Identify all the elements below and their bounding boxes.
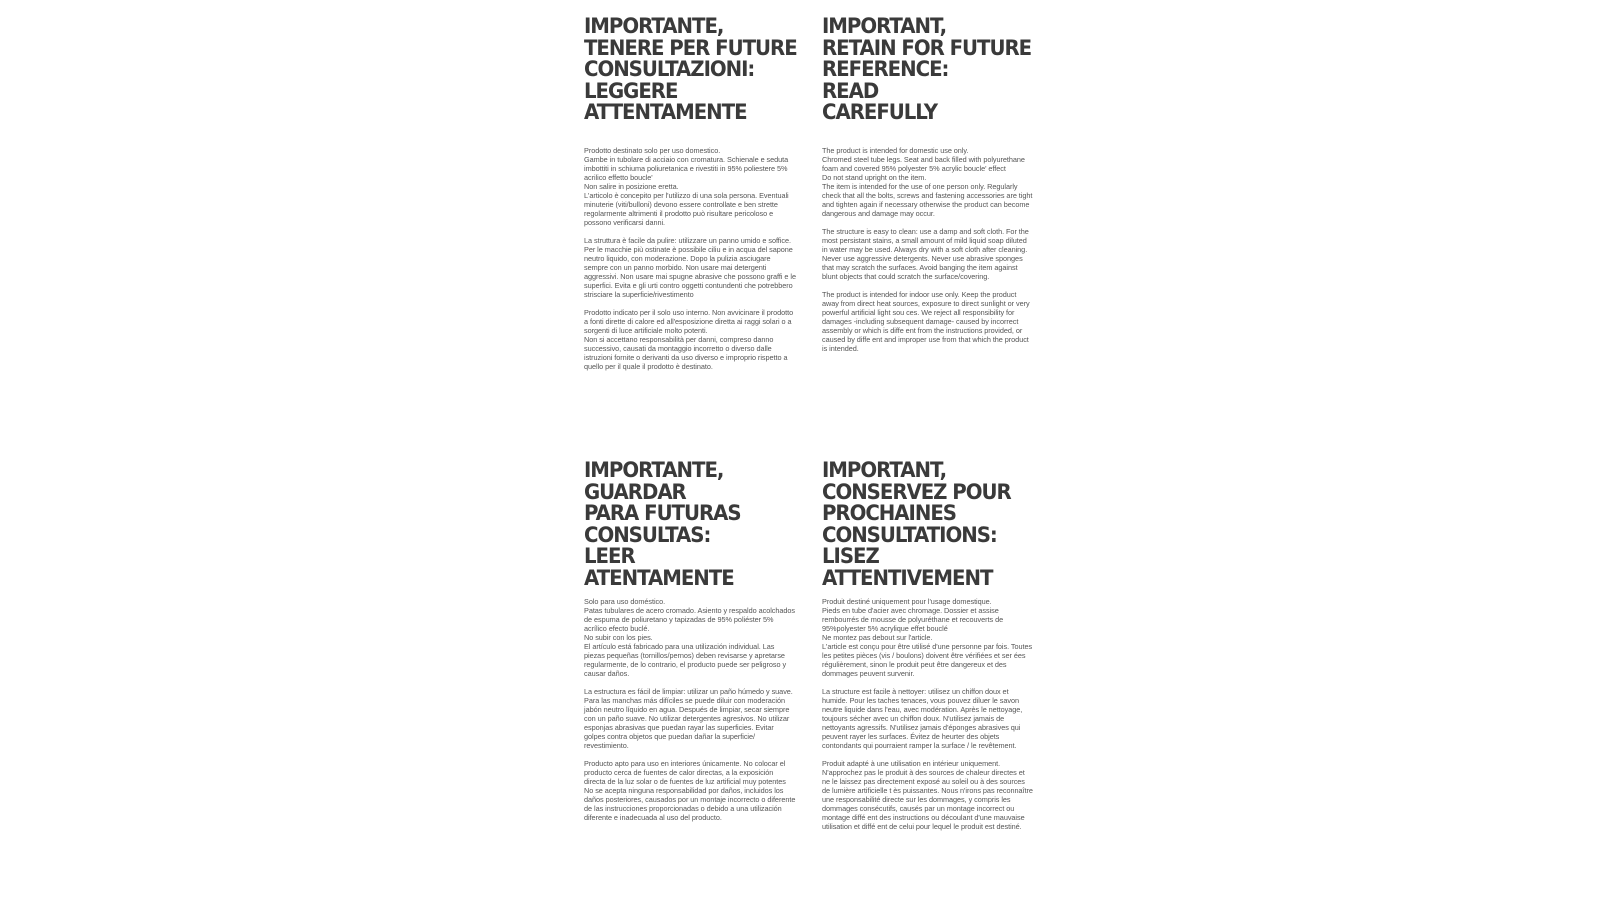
heading-line: CONSULTAS: — [584, 522, 711, 547]
heading-line: TENERE PER FUTURE — [584, 35, 797, 60]
heading-spanish — [584, 460, 783, 589]
heading-line: RETAIN FOR FUTURE — [822, 35, 1032, 60]
heading-line: CONSULTATIONS: — [822, 522, 997, 547]
paragraph-usage: The product is intended for domestic use only. Chromed steel tube legs. Seat and back filled with polyurethane foam and covered 95% polyester 5% acrylic boucle' effect Do not stand upright on the item. The item is intended for the use of one person only. Regularly check that all the bolts, screws and fastening accessories are tight and tighten again if necessary otherwise the product can become dangerous and damage may occur. — [822, 145, 1033, 218]
heading-line: LISEZ — [822, 544, 879, 568]
section-italian — [584, 16, 796, 380]
paragraph-cleaning: La struttura è facile da pulire: utilizzare un panno umido e soffice. Per le macchie più ostinate è possibile ciliu e in acqua del sapone neutro liquido, con moderazione. Dopo la pulizia asciugare sempre con un panno morbido. Non usare mai detergenti aggressivi. Non usare mai spugne abrasive che possono graffi e le superfici. Evita e gli urti contro oggetti contundenti che potrebbero strisciare la superficie/rivestimento — [584, 235, 796, 299]
body-french — [822, 597, 1034, 831]
heading-line: IMPORTANT, — [822, 458, 947, 482]
paragraph-liability: Producto apto para uso en interiores únicamente. No colocar el producto cerca de fuentes de calor directas, a la exposición directa de la luz solar o de fuentes de luz artificial muy potentes No se acepta ninguna responsabilidad por daños, incluidos los daños posteriores, causados por un montaje incorrecto o diferente de las instrucciones proporcionadas o debido a una utilización diferente e inadecuada al uso del producto. — [584, 759, 796, 822]
heading-line: LEGGERE — [584, 78, 678, 103]
section-spanish — [584, 460, 796, 831]
paragraph-cleaning: La estructura es fácil de limpiar: utilizar un paño húmedo y suave. Para las manchas más difíciles se puede diluir con moderación jabón neutro líquido en agua. Después de limpiar, secar siempre con un paño suave. No utilizar detergentes agresivos. No utilizar esponjas abrasivas que puedan rayar las superficies. Evitar golpes contra objetos que puedan dañar la superficie/ revestimiento. — [584, 687, 793, 750]
paragraph-cleaning: La structure est facile à nettoyer: utilisez un chiffon doux et humide. Pour les taches tenaces, vous pouvez diluer le savon neutre liquide dans l'eau, avec modération. Après le nettoyage, toujours sécher avec un chiffon doux. N'utilisez jamais de nettoyants agressifs. N'utilisez jamais d'éponges abrasives qui peuvent rayer les surfaces. Évitez de heurter des objets contondants qui pourraient ramper la surface / le revêtement. — [822, 687, 1023, 750]
heading-line: CONSULTAZIONI: — [584, 57, 755, 81]
section-english — [822, 16, 1034, 362]
heading-line: CONSERVEZ POUR — [822, 479, 1011, 504]
heading-french — [822, 460, 1021, 589]
heading-italian — [584, 14, 797, 124]
paragraph-liability: The product is intended for indoor use only. Keep the product away from direct heat sources, exposure to direct sunlight or very powerful artificial light sou ces. We reject all responsibility for damages -including subsequent damage- caused by incorrect assembly or which is diffe ent from the instructions provided, or caused by diffe ent and improper use from that which the product is intended. — [822, 289, 1030, 353]
heading-line: CAREFULLY — [822, 100, 938, 124]
paragraph-liability: Prodotto indicato per il solo uso interno. Non avvicinare il prodotto a fonti dirette di calore ed all'esposizione diretta ai raggi solari o a sorgenti di luce artificiale molto potenti. Non si accettano responsabilità per danni, compreso danno successivo, causati da montaggio incorretto o diverso dalle istruzioni fornite o derivanti da uso diverso e improprio rispetto a quello per il quale il prodotto è destinato. — [584, 307, 794, 371]
heading-line: PARA FUTURAS — [584, 501, 741, 525]
heading-line: IMPORTANTE, — [584, 458, 724, 482]
heading-line: PROCHAINES — [822, 501, 956, 525]
section-french — [822, 460, 1034, 840]
paragraph-liability: Produit adapté à une utilisation en intérieur uniquement. N'approchez pas le produit à des sources de chaleur directes et ne le laissez pas directement exposé au soleil ou à des sources de lumière artificielle t ès puissantes. Nous n'irons pas reconnaître une responsabilité directe sur les dommages, y compris les dommages consécutifs, causés par un montage incorrect ou montage diffé ent des instructions ou découlant d'une mauvaise utilisation et diffé ent de celui pour lequel le produit est destiné. — [822, 759, 1033, 831]
paragraph-usage: Prodotto destinato solo per uso domestico. Gambe in tubolare di acciaio con cromatura. Schienale e seduta imbottiti in schiuma poliuretanica e rivestiti in 95% poliestere 5% acrilico effetto boucle' Non salire in posizione eretta. L'articolo è concepito per l'utilizzo di una sola persona. Eventuali minuterie (viti/bulloni) devono essere controllate e ben strette regolarmente altrimenti il prodotto può risultare pericoloso e possono verificarsi danni. — [584, 145, 789, 227]
heading-line: IMPORTANT, — [822, 14, 947, 38]
paragraph-usage: Solo para uso doméstico. Patas tubulares de acero cromado. Asiento y respaldo acolchados de espuma de poliuretano y tapizadas de 95% poliéster 5% acrílico efecto buclé. No subir con los pies. El artículo está fabricado para una utilización individual. Las piezas pequeñas (tornillos/pernos) deben revisarse y apretarse regularmente, de lo contrario, el producto puede ser peligroso y causar daños. — [584, 597, 796, 678]
heading-line: ATTENTAMENTE — [584, 100, 747, 124]
heading-line: REFERENCE: — [822, 57, 949, 81]
heading-line: ATENTAMENTE — [584, 565, 734, 590]
body-spanish — [584, 597, 796, 822]
paragraph-usage: Produit destiné uniquement pour l'usage domestique. Pieds en tube d'acier avec chromage. Dossier et assise rembourrés de mousse de polyuréthane et recouverts de 95%polyester 5% acrylique effet bouclé Ne montez pas debout sur l'article. L'article est conçu pour être utilisé d'une personne par fois. Toutes les petites pièces (vis / boulons) doivent être vérifiées et ser ées régulièrement, sinon le produit peut être dangereux et des dommages peuvent survenir. — [822, 597, 1033, 678]
heading-line: LEER — [584, 544, 635, 568]
heading-line: READ — [822, 78, 879, 103]
heading-line: IMPORTANTE, — [584, 14, 724, 38]
heading-line: ATTENTIVEMENT — [822, 565, 993, 590]
body-english — [822, 146, 1034, 353]
paragraph-cleaning: The structure is easy to clean: use a damp and soft cloth. For the most persistant stains, a small amount of mild liquid soap diluted in water may be used. Always dry with a soft cloth after cleaning. Never use aggressive detergents. Never use abrasive sponges that may scratch the surfaces. Avoid banging the item against blunt objects that could scratch the surface/covering. — [822, 226, 1029, 281]
body-italian — [584, 146, 796, 371]
heading-line: GUARDAR — [584, 479, 686, 504]
heading-english — [822, 14, 1032, 124]
